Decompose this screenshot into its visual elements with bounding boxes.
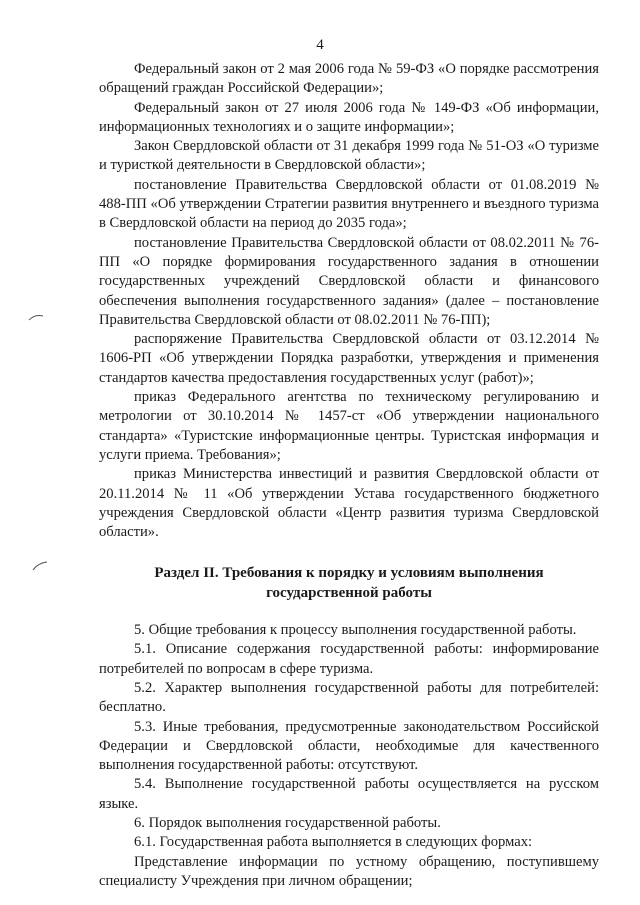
paragraph-legal-basis: приказ Министерства инвестиций и развития Свердловской области от 20.11.2014 № 11 «Об утверждении Устава государственного бюджетного учреждения Свердловской области «Центр развития туризма Свердловской области».: [99, 466, 599, 541]
section-heading-line1: Раздел II. Требования к порядку и условиям выполнения: [154, 565, 544, 582]
section-heading: [99, 564, 599, 603]
page-number: 4: [316, 37, 324, 53]
paragraph-legal-basis: Федеральный закон от 27 июля 2006 года № 149-ФЗ «Об информации, информационных технологиях и о защите информации»;: [99, 99, 599, 135]
paragraph-section: 5.1. Описание содержания государственной работы: информирование потребителей по вопросам в сфере туризма.: [99, 641, 599, 677]
paragraph-section: Представление информации по устному обращению, поступившему специалисту Учреждения при личном обращении;: [99, 853, 599, 889]
scan-mark: [32, 560, 48, 572]
paragraph-legal-basis: Федеральный закон от 2 мая 2006 года № 59-ФЗ «О порядке рассмотрения обращений граждан Российской Федерации»;: [99, 61, 599, 97]
section-heading-line2: государственной работы: [266, 584, 432, 601]
paragraph-legal-basis: приказ Федерального агентства по техническому регулированию и метрологии от 30.10.2014 № 1457-ст «Об утверждении национального стандарта» «Туристские информационные центры. Туристская информация и услуги приема. Требования»;: [99, 389, 599, 463]
paragraph-legal-basis: распоряжение Правительства Свердловской области от 03.12.2014 № 1606-РП «Об утверждении Порядка разработки, утверждения и применения стандартов качества предоставления государственных услуг (работ)»;: [99, 331, 599, 386]
paragraph-section: 5. Общие требования к процессу выполнения государственной работы.: [134, 622, 577, 639]
paragraph-section: 6.1. Государственная работа выполняется в следующих формах:: [134, 834, 533, 851]
paragraph-section: 6. Порядок выполнения государственной работы.: [134, 814, 441, 831]
paragraph-section: 5.3. Иные требования, предусмотренные законодательством Российской Федерации и Свердловской области, необходимые для качественного выполнения государственной работы: отсутствуют.: [99, 718, 599, 774]
paragraph-legal-basis: Закон Свердловской области от 31 декабря 1999 года № 51-ОЗ «О туризме и туристкой деятельности в Свердловской области»;: [99, 138, 599, 174]
scan-mark: [28, 312, 44, 322]
paragraph-section: 5.2. Характер выполнения государственной работы для потребителей: бесплатно.: [99, 679, 599, 716]
document-body: [99, 60, 599, 891]
paragraph-legal-basis: постановление Правительства Свердловской области от 08.02.2011 № 76-ПП «О порядке формирования государственного задания в отношении государственных учреждений Свердловской области и финансового обеспечения выполнения государственного задания» (далее – постановление Правительства Свердловской области от 08.02.2011 № 76-ПП);: [99, 234, 599, 328]
paragraph-section: 5.4. Выполнение государственной работы осуществляется на русском языке.: [99, 776, 599, 812]
paragraph-legal-basis: постановление Правительства Свердловской области от 01.08.2019 № 488-ПП «Об утверждении Стратегии развития внутреннего и въездного туризма в Свердловской области на период до 2035 года»;: [99, 176, 599, 232]
